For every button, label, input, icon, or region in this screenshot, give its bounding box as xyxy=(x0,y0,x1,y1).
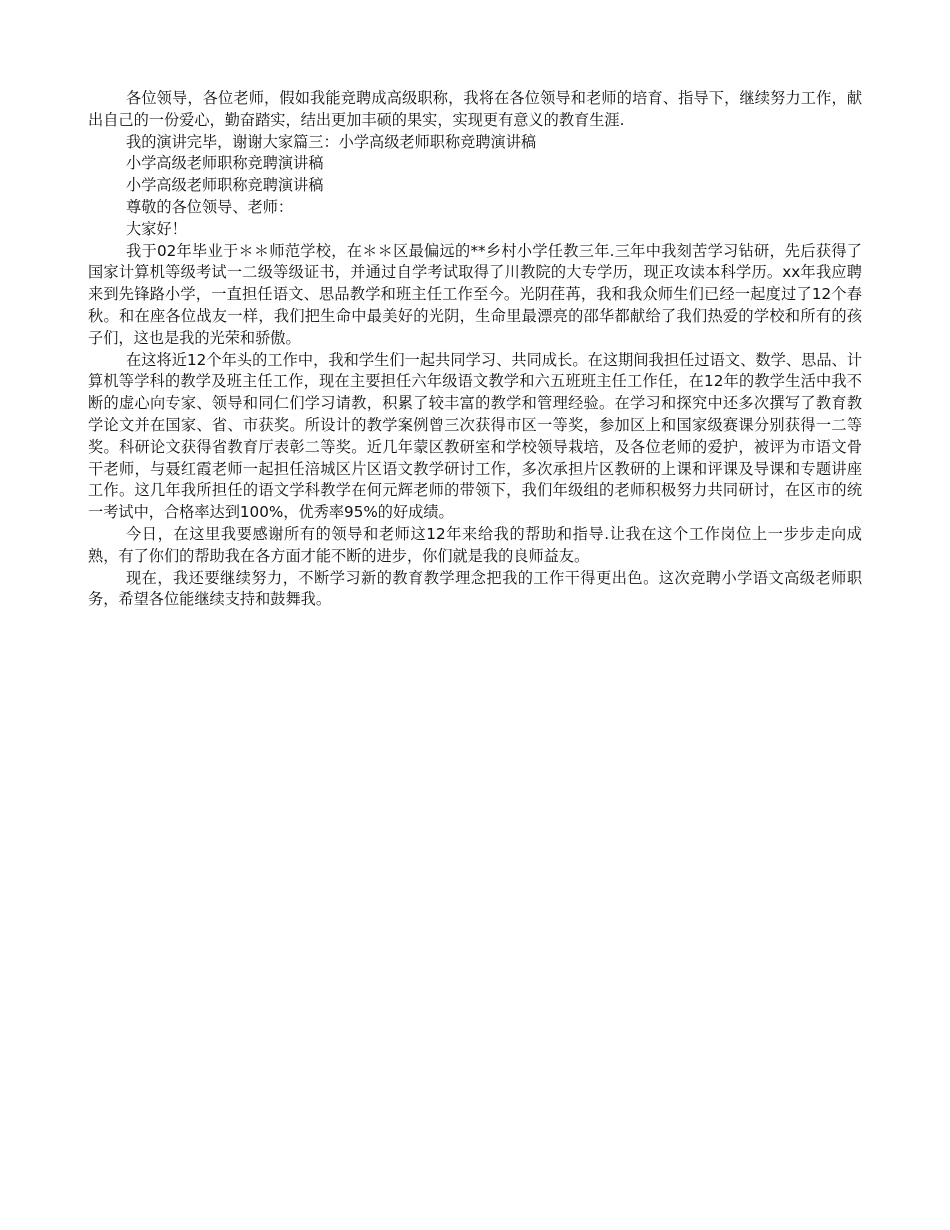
paragraph-conclusion: 现在，我还要继续努力，不断学习新的教育教学理念把我的工作干得更出色。这次竞聘小学语文高级老师职务，希望各位能继续支持和鼓舞我。 xyxy=(88,568,862,609)
document-subtitle: 小学高级老师职称竞聘演讲稿 xyxy=(126,176,324,195)
paragraph-achievements: 在这将近12个年头的工作中，我和学生们一起共同学习、共同成长。在这期间我担任过语文、数学、思品、计算机等学科的教学及班主任工作，现在主要担任六年级语文教学和六五班班主任工作任，在12年的教学生活中我不断的虚心向专家、领导和同仁们学习请教，积累了较丰富的教学和管理经验。在学习和探究中还多次撰写了教育教学论文并在国家、省、市获奖。所设计的教学案例曾三次获得市区一等奖，参加区上和国家级赛课分别获得一二等奖。科研论文获得省教育厅表彰二等奖。近几年蒙区教研室和学校领导栽培，及各位老师的爱护，被评为市语文骨干老师，与聂红霞老师一起担任涪城区片区语文教学研讨工作，多次承担片区教研的上课和评课及导课和专题讲座工作。这几年我所担任的语文学科教学在何元辉老师的带领下，我们年级组的老师积极努力共同研讨，在区市的统一考试中，合格率达到100%，优秀率95%的好成绩。 xyxy=(88,350,862,522)
salutation: 尊敬的各位领导、老师： xyxy=(126,197,294,216)
greeting: 大家好！ xyxy=(126,219,187,238)
document-body xyxy=(88,88,862,611)
document-title: 小学高级老师职称竞聘演讲稿 xyxy=(126,154,324,173)
paragraph-closing-remarks: 各位领导，各位老师，假如我能竞聘成高级职称，我将在各位领导和老师的培育、指导下，继续努力工作，献出自己的一份爱心，勤奋踏实，结出更加丰硕的果实，实现更有意义的教育生涯. xyxy=(88,89,862,129)
paragraph-speech-end: 我的演讲完毕，谢谢大家篇三：小学高级老师职称竞聘演讲稿 xyxy=(126,132,537,151)
paragraph-thanks: 今日，在这里我要感谢所有的领导和老师这12年来给我的帮助和指导.让我在这个工作岗位上一步步走向成熟，有了你们的帮助我在各方面才能不断的进步，你们就是我的良师益友。 xyxy=(88,524,862,565)
paragraph-background: 我于02年毕业于＊＊师范学校，在＊＊区最偏远的**乡村小学任教三年.三年中我刻苦学习钻研，先后获得了国家计算机等级考试一二级等级证书，并通过自学考试取得了川教院的大专学历，现正攻读本科学历。xx年我应聘来到先锋路小学，一直担任语文、思品教学和班主任工作至今。光阴荏苒，我和我众师生们已经一起度过了12个春秋。和在座各位战友一样，我们把生命中最美好的光阴，生命里最漂亮的邵华都献给了我们热爱的学校和所有的孩子们，这也是我的光荣和骄傲。 xyxy=(88,241,862,347)
